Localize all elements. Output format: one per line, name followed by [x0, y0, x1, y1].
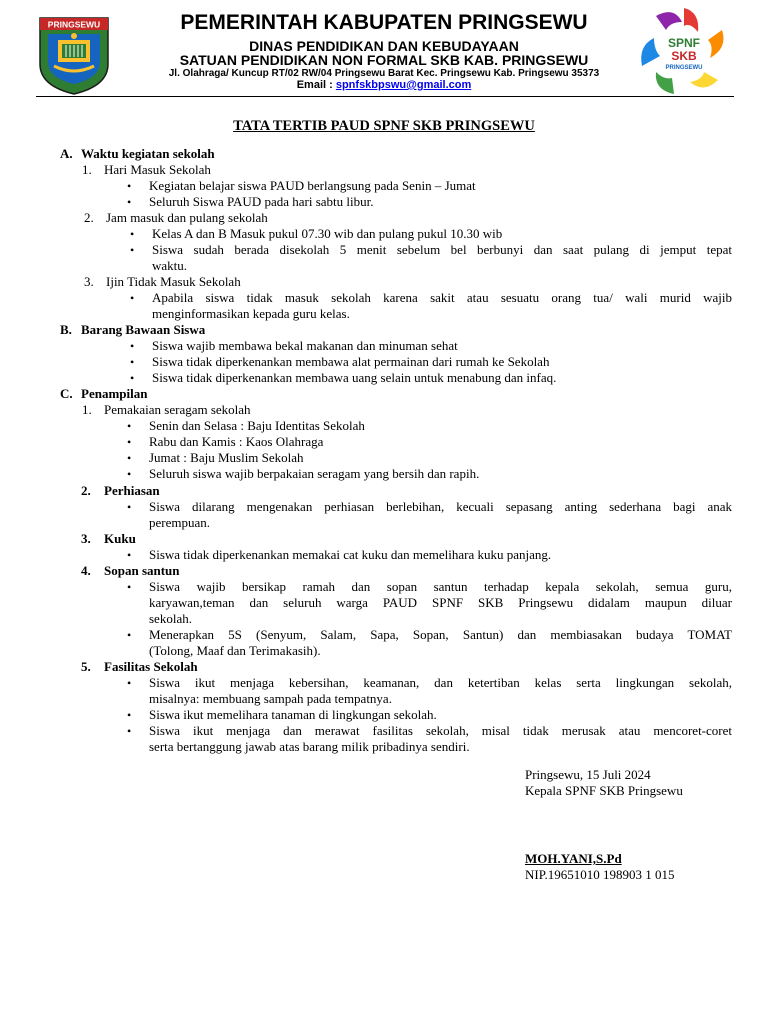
signature-nip: NIP.19651010 198903 1 015: [525, 867, 675, 882]
section-heading: Barang Bawaan Siswa: [81, 322, 206, 337]
bullet-icon: •: [127, 580, 132, 594]
bullet-text: Kelas A dan B Masuk pukul 07.30 wib dan pulang pukul 10.30 wib: [152, 226, 503, 241]
bullet-text-continued: waktu.: [152, 258, 188, 273]
section-marker: C.: [60, 386, 73, 401]
bullet-text: Siswa ikut memelihara tanaman di lingkungan sekolah.: [149, 707, 437, 722]
section-marker: B.: [60, 322, 72, 337]
bullet-text-continued: (Tolong, Maaf dan Terimakasih).: [149, 643, 321, 658]
item-label: Ijin Tidak Masuk Sekolah: [106, 274, 241, 289]
bullet-icon: •: [127, 435, 132, 449]
header-email-row: [118, 79, 650, 91]
bullet-icon: •: [127, 195, 132, 209]
bullet-icon: •: [127, 451, 132, 465]
bullet-icon: •: [130, 355, 135, 369]
header-line-2: DINAS PENDIDIKAN DAN KEBUDAYAAN: [249, 38, 519, 54]
header-divider: [36, 96, 734, 97]
item-marker: 3.: [84, 274, 94, 289]
item-label: Pemakaian seragam sekolah: [104, 402, 251, 417]
bullet-text-continued: serta bertanggung jawab atas barang milik pribadinya sendiri.: [149, 739, 470, 754]
bullet-icon: •: [130, 227, 135, 241]
bullet-text: Siswa sudah berada disekolah 5 menit sebelum bel berbunyi dan saat pulang di jemput tepat: [152, 242, 732, 257]
section-heading: Waktu kegiatan sekolah: [81, 146, 215, 161]
bullet-icon: •: [127, 548, 132, 562]
bullet-icon: •: [127, 500, 132, 514]
item-label: Fasilitas Sekolah: [104, 659, 198, 674]
item-marker: 2.: [81, 483, 91, 498]
bullet-icon: •: [130, 243, 135, 257]
bullet-text-continued: karyawan,teman dan seluruh warga PAUD SPNF SKB Pringsewu didalam maupun diluar: [149, 595, 732, 610]
bullet-text: Seluruh Siswa PAUD pada hari sabtu libur.: [149, 194, 374, 209]
bullet-icon: •: [127, 676, 132, 690]
item-marker: 4.: [81, 563, 91, 578]
item-label: Hari Masuk Sekolah: [104, 162, 211, 177]
bullet-icon: •: [127, 628, 132, 642]
bullet-text: Menerapkan 5S (Senyum, Salam, Sapa, Sopan, Santun) dan membiasakan budaya TOMAT: [149, 627, 732, 642]
item-marker: 1.: [82, 402, 92, 417]
email-link[interactable]: spnfskbpswu@gmail.com: [335, 79, 472, 91]
bullet-icon: •: [127, 419, 132, 433]
section-heading: Penampilan: [81, 386, 148, 401]
bullet-text: Seluruh siswa wajib berpakaian seragam yang bersih dan rapih.: [149, 466, 480, 481]
signature-position: Kepala SPNF SKB Pringsewu: [525, 783, 683, 798]
bullet-text: Jumat : Baju Muslim Sekolah: [149, 450, 304, 465]
bullet-text-continued: menginformasikan kepada guru kelas.: [152, 306, 350, 321]
item-label: Perhiasan: [104, 483, 160, 498]
pringsewu-regency-logo: [36, 14, 112, 96]
bullet-icon: •: [130, 371, 135, 385]
bullet-icon: •: [130, 291, 135, 305]
bullet-text: Siswa tidak diperkenankan memakai cat kuku dan memelihara kuku panjang.: [149, 547, 552, 562]
bullet-icon: •: [130, 339, 135, 353]
section-marker: A.: [60, 146, 73, 161]
letterhead: [0, 0, 768, 100]
logo-right-text-2: SKB: [671, 49, 697, 63]
logo-right-text-1: SPNF: [667, 36, 701, 50]
bullet-icon: •: [127, 467, 132, 481]
bullet-text-continued: sekolah.: [149, 611, 192, 626]
bullet-text: Siswa ikut menjaga kebersihan, keamanan, dan ketertiban kelas serta lingkungan sekolah,: [149, 675, 732, 690]
item-marker: 2.: [84, 210, 94, 225]
bullet-text: Kegiatan belajar siswa PAUD berlangsung pada Senin – Jumat: [149, 178, 476, 193]
item-marker: 1.: [82, 162, 92, 177]
bullet-text: Siswa wajib bersikap ramah dan sopan santun terhadap kepala sekolah, semua guru,: [149, 579, 732, 594]
signature-place-date: Pringsewu, 15 Juli 2024: [525, 767, 651, 782]
bullet-text: Siswa tidak diperkenankan membawa uang selain untuk menabung dan infaq.: [152, 370, 557, 385]
bullet-text: Siswa wajib membawa bekal makanan dan minuman sehat: [152, 338, 458, 353]
item-marker: 5.: [81, 659, 91, 674]
document-title: TATA TERTIB PAUD SPNF SKB PRINGSEWU: [233, 118, 535, 134]
bullet-text: Apabila siswa tidak masuk sekolah karena sakit atau sesuatu orang tua/ wali murid wajib: [152, 290, 732, 305]
item-label: Jam masuk dan pulang sekolah: [106, 210, 268, 225]
item-label: Sopan santun: [104, 563, 180, 578]
bullet-text-continued: perempuan.: [149, 515, 211, 530]
item-label: Kuku: [104, 531, 136, 546]
bullet-text-continued: misalnya: membuang sampah pada tempatnya.: [149, 691, 392, 706]
bullet-icon: •: [127, 724, 132, 738]
bullet-text: Siswa dilarang mengenakan perhiasan berlebihan, kecuali sepasang anting sederhana bagi anak: [149, 499, 732, 514]
item-marker: 3.: [81, 531, 91, 546]
logo-left-text: PRINGSEWU: [47, 19, 101, 30]
header-line-1: PEMERINTAH KABUPATEN PRINGSEWU: [180, 11, 588, 34]
bullet-text: Senin dan Selasa : Baju Identitas Sekolah: [149, 418, 365, 433]
spnf-skb-logo: [632, 6, 736, 98]
email-label: Email :: [296, 79, 336, 91]
bullet-text: Rabu dan Kamis : Kaos Olahraga: [149, 434, 324, 449]
bullet-icon: •: [127, 179, 132, 193]
bullet-text: Siswa tidak diperkenankan membawa alat permainan dari rumah ke Sekolah: [152, 354, 550, 369]
bullet-text: Siswa ikut menjaga dan merawat fasilitas sekolah, misal tidak merusak atau mencoret-coret: [149, 723, 732, 738]
signature-name: MOH.YANI,S.Pd: [525, 851, 622, 866]
bullet-icon: •: [127, 708, 132, 722]
logo-right-text-3: PRINGSEWU: [665, 65, 703, 71]
header-address: Jl. Olahraga/ Kuncup RT/02 RW/04 Pringsewu Barat Kec. Pringsewu Kab. Pringsewu 35373: [168, 68, 600, 79]
header-line-3: SATUAN PENDIDIKAN NON FORMAL SKB KAB. PRINGSEWU: [179, 52, 589, 68]
